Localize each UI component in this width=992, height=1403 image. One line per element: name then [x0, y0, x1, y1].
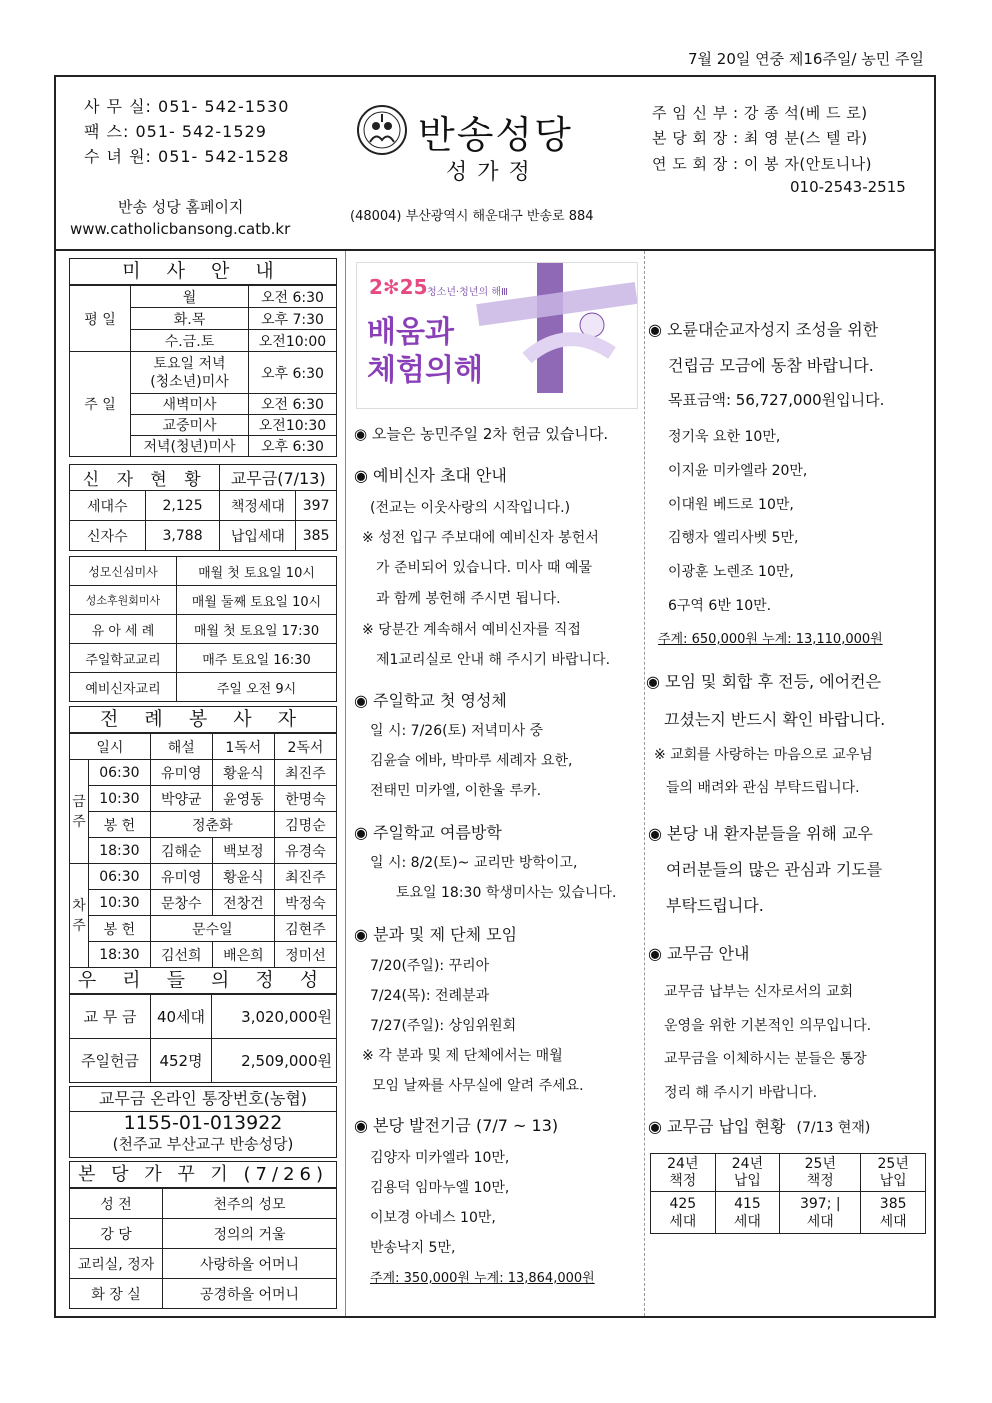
fund-line: 김양자 미카엘라 10만, [370, 1150, 510, 1166]
server-name: 유미영 [150, 864, 212, 890]
server-name: 김해순 [150, 838, 212, 864]
server-time: 10:30 [89, 890, 151, 916]
sunday-offering-amount: 2,509,000원 [212, 1039, 337, 1083]
fund-total: 주계: 350,000원 누계: 13,864,000원 [370, 1271, 595, 1286]
decor-place: 강 당 [70, 1219, 163, 1249]
shrine-donor: 김행자 엘리사벳 5만, [668, 530, 799, 546]
catechumen-line: ※ 당분간 계속해서 예비신자를 직접 [362, 622, 581, 638]
groups-line: 7/20(주일): 꾸리아 [370, 958, 490, 974]
tithe-status-date: (7/13 현재) [796, 1120, 871, 1136]
offerings-title: 우 리 들 의 정 성 [69, 967, 337, 994]
youth-year-poster [356, 262, 638, 409]
shrine-goal: 목표금액: 56,727,000원입니다. [668, 391, 885, 409]
pastor-name: 주 임 신 부 : 강 종 석(베 드 로) [652, 104, 868, 122]
tithe-status-table [650, 1153, 926, 1234]
lights-line: 들의 배려와 관심 부탁드립니다. [666, 780, 860, 796]
mass-day: 수.금.토 [131, 330, 249, 352]
schedule-table [69, 556, 337, 702]
servers-table [69, 733, 337, 968]
assigned-label: 책정세대 [220, 491, 296, 521]
decor-title: 본 당 가 꾸 기 (7/26) [69, 1161, 337, 1188]
schedule-name: 성소후원회미사 [70, 586, 177, 615]
homepage-url[interactable]: www.catholicbansong.catb.kr [70, 220, 291, 238]
server-name: 정미선 [274, 942, 336, 968]
server-name: 문수일 [150, 916, 274, 942]
schedule-when: 매월 둘째 토요일 10시 [177, 586, 337, 615]
households-value: 2,125 [145, 491, 220, 521]
schedule-when: 매월 첫 토요일 17:30 [177, 615, 337, 644]
server-name: 배은희 [212, 942, 274, 968]
decor-place: 교리실, 정자 [70, 1249, 163, 1279]
sick-heading: ◉ 본당 내 환자분들을 위해 교우 [648, 824, 873, 843]
column-divider [644, 251, 645, 1316]
header-divider [54, 249, 936, 251]
server-name: 유경숙 [274, 838, 336, 864]
server-name: 박양균 [150, 786, 212, 812]
poster-main-line2: 체험의해 [367, 353, 483, 388]
weekday-label: 평 일 [70, 286, 131, 352]
server-time: 18:30 [89, 838, 151, 864]
shrine-donor: 이광훈 노렌조 10만, [668, 564, 794, 580]
bulletin-date: 7월 20일 연중 제16주일/ 농민 주일 [687, 50, 924, 68]
decor-group: 천주의 성모 [163, 1189, 337, 1219]
next-week-label: 차 주 [70, 864, 89, 968]
communion-line: 전태민 미카엘, 이한울 루카. [370, 783, 542, 799]
schedule-when: 주일 오전 9시 [177, 673, 337, 702]
catechumen-line: 가 준비되어 있습니다. 미사 때 예물 [376, 560, 593, 576]
decor-group: 정의의 거울 [163, 1219, 337, 1249]
server-name: 김선희 [150, 942, 212, 968]
church-address: (48004) 부산광역시 해운대구 반송로 884 [350, 209, 594, 224]
shrine-donor: 이대원 베드로 10만, [668, 497, 794, 513]
server-name: 김명순 [274, 812, 336, 838]
column-divider [345, 251, 346, 1316]
server-time: 06:30 [89, 864, 151, 890]
schedule-when: 매주 토요일 16:30 [177, 644, 337, 673]
decor-place: 성 전 [70, 1189, 163, 1219]
mass-time: 오후 6:30 [248, 436, 336, 457]
catechumen-line: 제1교리실로 안내 해 주시기 바랍니다. [376, 652, 611, 668]
region-president: 연 도 회 장 : 이 봉 자(안토니나) [652, 155, 873, 173]
server-name: 최진주 [274, 864, 336, 890]
nuns-phone: 수 녀 원: 051- 542-1528 [84, 147, 290, 166]
sunday-offering-count: 452명 [151, 1039, 212, 1083]
status-header: 25년 납입 [861, 1154, 926, 1192]
tithe-info-line: 교무금을 이체하시는 분들은 통장 [664, 1051, 867, 1067]
status-value: 385 세대 [861, 1192, 926, 1234]
communion-line: 일 시: 7/26(토) 저녁미사 중 [370, 723, 544, 739]
server-time: 봉 헌 [89, 812, 151, 838]
vacation-heading: ◉ 주일학교 여름방학 [354, 823, 502, 842]
homepage-label: 반송 성당 홈페이지 [118, 198, 244, 216]
catechumen-line: 과 함께 봉헌해 주시면 됩니다. [376, 591, 561, 607]
servers-title: 전 례 봉 사 자 [69, 706, 337, 733]
tithe-info-line: 정리 해 주시기 바랍니다. [664, 1085, 818, 1101]
decor-table [69, 1188, 337, 1309]
servers-header: 해설 [150, 734, 212, 760]
members-label: 신자수 [70, 521, 146, 551]
poster-year: 2✻25 [369, 275, 428, 299]
server-name: 한명숙 [274, 786, 336, 812]
account-title: 교무금 온라인 통장번호(농협) [70, 1087, 336, 1112]
vacation-line: 일 시: 8/2(토)~ 교리만 방학이고, [370, 855, 578, 871]
servers-header: 일시 [70, 734, 151, 760]
status-value: 425 세대 [651, 1192, 716, 1234]
mass-time: 오후 6:30 [248, 352, 336, 394]
groups-line: 7/24(목): 전례분과 [370, 988, 490, 1004]
church-logo-icon [356, 104, 408, 156]
believers-table [69, 464, 337, 551]
tithe-info-line: 운영을 위한 기본적인 의무입니다. [664, 1018, 872, 1034]
account-holder: (천주교 부산교구 반송성당) [112, 1135, 294, 1153]
mass-time: 오후 7:30 [248, 308, 336, 330]
tithe-count: 40세대 [151, 995, 212, 1039]
sick-heading-3: 부탁드립니다. [666, 896, 764, 915]
tithe-label: 교 무 금 [70, 995, 151, 1039]
status-value: 397; | 세대 [780, 1192, 861, 1234]
mass-day: 교중미사 [131, 415, 249, 436]
mass-time: 오전10:30 [248, 415, 336, 436]
account-number: 1155-01-013922 [123, 1112, 283, 1134]
poster-tagline: 청소년·청년의 해Ⅲ [427, 287, 508, 298]
households-label: 세대수 [70, 491, 146, 521]
sick-heading-2: 여러분들의 많은 관심과 기도를 [666, 860, 883, 879]
server-name: 백보정 [212, 838, 274, 864]
fund-heading: ◉ 본당 발전기금 (7/7 ~ 13) [354, 1116, 559, 1135]
schedule-name: 유 아 세 례 [70, 615, 177, 644]
server-name: 김현주 [274, 916, 336, 942]
status-header: 25년 책정 [780, 1154, 861, 1192]
server-name: 윤영동 [212, 786, 274, 812]
offerings-table [69, 994, 337, 1083]
church-name: 반송성당 [418, 113, 573, 157]
assigned-value: 397 [296, 491, 337, 521]
paid-label: 납입세대 [220, 521, 296, 551]
servers-header: 1독서 [212, 734, 274, 760]
mass-time: 오전 6:30 [248, 286, 336, 308]
account-box [69, 1086, 337, 1158]
sunday-offering-label: 주일헌금 [70, 1039, 151, 1083]
shrine-donor: 정기욱 요한 10만, [668, 429, 781, 445]
shrine-heading: ◉ 오륜대순교자성지 조성을 위한 [648, 320, 879, 339]
decor-place: 화 장 실 [70, 1279, 163, 1309]
tithe-status-heading [648, 1114, 870, 1137]
shrine-total: 주계: 650,000원 누계: 13,110,000원 [658, 632, 883, 647]
mass-day: 새벽미사 [131, 394, 249, 415]
shrine-heading-2: 건립금 모금에 동참 바랍니다. [668, 356, 874, 375]
fund-line: 이보경 아네스 10만, [370, 1210, 496, 1226]
status-header: 24년 납입 [715, 1154, 780, 1192]
schedule-name: 성모신심미사 [70, 557, 177, 586]
tithe-status-heading-text: ◉ 교무금 납입 현황 [648, 1117, 786, 1136]
groups-heading: ◉ 분과 및 제 단체 모임 [354, 925, 518, 944]
catechumen-heading: ◉ 예비신자 초대 안내 [354, 466, 507, 485]
poster-main-line1: 배움과 [367, 315, 454, 350]
groups-line: ※ 각 분과 및 제 단체에서는 매월 [362, 1048, 563, 1064]
servers-header: 2독서 [274, 734, 336, 760]
decor-group: 공경하올 어머니 [163, 1279, 337, 1309]
server-name: 전창건 [212, 890, 274, 916]
this-week-label: 금 주 [70, 760, 89, 864]
shrine-donor: 6구역 6반 10만. [668, 598, 772, 614]
catechumen-line: (전교는 이웃사랑의 시작입니다.) [370, 500, 571, 516]
status-header: 24년 책정 [651, 1154, 716, 1192]
mass-day: 월 [131, 286, 249, 308]
server-name: 황윤식 [212, 760, 274, 786]
farmers-sunday-notice: ◉ 오늘은 농민주일 2차 헌금 있습니다. [354, 425, 609, 443]
members-value: 3,788 [145, 521, 220, 551]
paid-value: 385 [296, 521, 337, 551]
schedule-name: 예비신자교리 [70, 673, 177, 702]
fund-line: 김용덕 임마누엘 10만, [370, 1180, 510, 1196]
fund-line: 반송낙지 5만, [370, 1240, 456, 1256]
server-name: 유미영 [150, 760, 212, 786]
mass-day: 토요일 저녁 (청소년)미사 [131, 352, 249, 394]
shrine-donor: 이지윤 미카엘라 20만, [668, 463, 808, 479]
mass-table [69, 285, 337, 457]
server-name: 박정숙 [274, 890, 336, 916]
vacation-line: 토요일 18:30 학생미사는 있습니다. [396, 885, 617, 901]
groups-line: 7/27(주일): 상임위원회 [370, 1018, 517, 1034]
catechumen-line: ※ 성전 입구 주보대에 예비신자 봉헌서 [362, 530, 599, 546]
tithe-amount: 3,020,000원 [212, 995, 337, 1039]
tithe-info-heading: ◉ 교무금 안내 [648, 944, 750, 963]
mass-time: 오전10:00 [248, 330, 336, 352]
fax-number: 팩 스: 051- 542-1529 [84, 122, 267, 141]
server-name: 정춘화 [150, 812, 274, 838]
server-name: 최진주 [274, 760, 336, 786]
believers-title: 신 자 현 황 [70, 465, 220, 491]
sunday-label: 주 일 [70, 352, 131, 457]
tithe-title: 교무금(7/13) [220, 465, 337, 491]
church-subtitle: 성가정 [446, 160, 540, 185]
server-name: 문창수 [150, 890, 212, 916]
tithe-info-line: 교무금 납부는 신자로서의 교회 [664, 984, 854, 1000]
mass-time: 오전 6:30 [248, 394, 336, 415]
server-time: 06:30 [89, 760, 151, 786]
decor-group: 사랑하올 어머니 [163, 1249, 337, 1279]
mass-day: 화.목 [131, 308, 249, 330]
schedule-when: 매월 첫 토요일 10시 [177, 557, 337, 586]
parish-president: 본 당 회 장 : 최 영 분(스 텔 라) [652, 129, 868, 147]
server-name: 황윤식 [212, 864, 274, 890]
office-phone: 사 무 실: 051- 542-1530 [84, 97, 290, 116]
mass-title: 미 사 안 내 [69, 258, 337, 285]
communion-line: 김윤슬 에바, 박마루 세례자 요한, [370, 753, 573, 769]
server-time: 봉 헌 [89, 916, 151, 942]
schedule-name: 주일학교교리 [70, 644, 177, 673]
lights-heading: ◉ 모임 및 회합 후 전등, 에어컨은 [646, 672, 882, 691]
server-time: 18:30 [89, 942, 151, 968]
groups-line: 모임 날짜를 사무실에 알려 주세요. [372, 1078, 584, 1094]
lights-line: ※ 교회를 사랑하는 마음으로 교우님 [654, 747, 873, 763]
communion-heading: ◉ 주일학교 첫 영성체 [354, 691, 507, 710]
server-time: 10:30 [89, 786, 151, 812]
contact-phone: 010-2543-2515 [790, 178, 906, 196]
mass-day: 저녁(청년)미사 [131, 436, 249, 457]
lights-heading-2: 끄셨는지 반드시 확인 바랍니다. [664, 710, 886, 729]
status-value: 415 세대 [715, 1192, 780, 1234]
